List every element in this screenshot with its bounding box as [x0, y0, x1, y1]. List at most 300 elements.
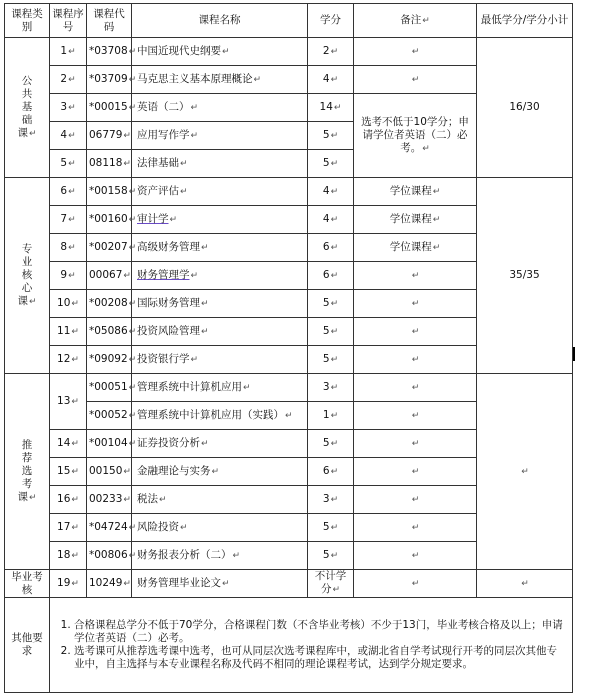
paragraph-mark: ↵	[330, 298, 339, 309]
course-name	[132, 178, 308, 206]
course-name	[132, 514, 308, 542]
course-code	[87, 122, 132, 150]
remark-cell	[354, 542, 477, 570]
remark-public	[354, 94, 477, 178]
course-code-text: *00158	[89, 184, 128, 197]
course-code-text: *04724	[89, 520, 128, 533]
paragraph-mark: ↵	[128, 438, 137, 449]
paragraph-mark: ↵	[128, 410, 137, 421]
course-name	[132, 38, 308, 66]
category-core: 专 业 核 心 课↵	[5, 178, 50, 374]
course-seq-text: 19	[57, 576, 71, 589]
course-code-text: *00160	[89, 212, 128, 225]
paragraph-mark: ↵	[330, 130, 339, 141]
paragraph-mark: ↵	[71, 298, 79, 309]
min-credits-public	[477, 38, 573, 178]
course-code	[87, 150, 132, 178]
course-code-text: *03709	[89, 72, 128, 85]
paragraph-mark: ↵	[411, 298, 420, 309]
paragraph-mark: ↵	[330, 522, 339, 533]
category-graduation	[5, 570, 50, 598]
paragraph-mark: ↵	[232, 550, 241, 561]
text-cursor	[573, 347, 575, 361]
course-seq	[50, 290, 87, 318]
paragraph-mark: ↵	[253, 74, 262, 85]
remark-cell	[354, 430, 477, 458]
course-code	[87, 570, 132, 598]
course-code-text: *00208	[89, 296, 128, 309]
remark-cell	[354, 374, 477, 402]
paragraph-mark: ↵	[432, 214, 441, 225]
category-public: 公 共 基 础 课↵	[5, 38, 50, 178]
course-seq-text: 15	[57, 464, 71, 477]
table-row	[5, 178, 573, 206]
course-code-text: 08118	[89, 156, 123, 169]
course-credits	[308, 38, 354, 66]
course-credits	[308, 290, 354, 318]
course-seq	[50, 38, 87, 66]
paragraph-mark: ↵	[159, 494, 167, 505]
course-credits	[308, 514, 354, 542]
course-name-text: 法律基础	[137, 156, 179, 169]
course-credits-text: 5	[322, 296, 330, 309]
paragraph-mark: ↵	[190, 102, 199, 113]
paragraph-mark: ↵	[128, 522, 137, 533]
min-credits-core	[477, 178, 573, 374]
remark-cell	[354, 234, 477, 262]
paragraph-mark: ↵	[330, 242, 339, 253]
course-credits-text: 4	[322, 184, 330, 197]
paragraph-mark: ↵	[71, 578, 79, 589]
other-requirements-text	[50, 598, 573, 693]
course-seq-text: 12	[57, 352, 71, 365]
paragraph-mark: ↵	[411, 382, 420, 393]
course-code	[87, 374, 137, 402]
course-seq	[50, 66, 87, 94]
course-code-text: 10249	[89, 576, 123, 589]
paragraph-mark: ↵	[128, 102, 137, 113]
course-seq	[50, 122, 87, 150]
course-code-text: *00015	[89, 100, 128, 113]
course-seq-text: 6	[60, 184, 68, 197]
course-seq-text: 14	[57, 436, 71, 449]
paragraph-mark: ↵	[333, 102, 342, 113]
course-code	[87, 430, 137, 458]
course-seq	[50, 430, 87, 458]
paragraph-mark: ↵	[123, 158, 131, 169]
category-elective: 推 荐 选 考 课↵	[5, 374, 50, 570]
course-seq-text: 17	[57, 520, 71, 533]
paragraph-mark: ↵	[128, 74, 137, 85]
course-credits	[308, 122, 354, 150]
course-seq	[50, 94, 87, 122]
remark-cell	[354, 290, 477, 318]
course-name	[132, 458, 308, 486]
course-name-text: 英语（二）	[137, 100, 190, 113]
paragraph-mark: ↵	[123, 578, 131, 589]
course-name	[132, 290, 308, 318]
course-code-text: *00104	[89, 436, 128, 449]
course-code	[87, 178, 137, 206]
remark-public-text: 选考不低于10学分；申请学位者英语（二）必考。	[361, 115, 469, 154]
course-credits-text: 5	[322, 352, 330, 365]
course-credits	[308, 178, 354, 206]
paragraph-mark: ↵	[190, 130, 199, 141]
course-code	[87, 234, 137, 262]
paragraph-mark: ↵	[521, 578, 529, 589]
course-code	[87, 262, 132, 290]
paragraph-mark: ↵	[411, 354, 420, 365]
course-name	[132, 346, 308, 374]
course-name	[132, 318, 308, 346]
header-credits: 学分	[308, 4, 354, 38]
course-name-text: 投资银行学	[137, 352, 190, 365]
course-credits-text: 2	[322, 44, 330, 57]
remark-cell-text: 学位课程	[389, 184, 432, 197]
course-name	[132, 262, 308, 290]
paragraph-mark: ↵	[330, 438, 339, 449]
course-name-text: 国际财务管理	[137, 296, 200, 309]
paragraph-mark: ↵	[71, 354, 79, 365]
paragraph-mark: ↵	[330, 494, 339, 505]
remark-cell	[354, 458, 477, 486]
course-name-text: 管理系统中计算机应用	[137, 380, 242, 393]
remark-cell	[354, 514, 477, 542]
paragraph-mark: ↵	[128, 214, 137, 225]
course-credits-text: 5	[322, 156, 330, 169]
paragraph-mark: ↵	[71, 326, 79, 337]
course-code	[87, 346, 137, 374]
course-code	[87, 66, 137, 94]
table-row	[5, 374, 573, 402]
paragraph-mark: ↵	[330, 214, 339, 225]
paragraph-mark: ↵	[128, 382, 137, 393]
header-min-credits: 最低学分/学分小计	[477, 4, 573, 38]
course-credits-text: 不计学分	[314, 570, 347, 595]
course-seq-text: 2	[60, 72, 68, 85]
course-code-text: 06779	[89, 128, 123, 141]
remark-cell	[354, 178, 477, 206]
paragraph-mark: ↵	[128, 186, 137, 197]
course-name-text: 马克思主义基本原理概论	[137, 72, 253, 85]
paragraph-mark: ↵	[411, 438, 420, 449]
course-seq	[50, 346, 87, 374]
paragraph-mark: ↵	[222, 46, 230, 57]
paragraph-mark: ↵	[422, 143, 430, 154]
course-name-text: 税法	[137, 492, 158, 505]
course-name	[132, 66, 308, 94]
paragraph-mark: ↵	[190, 354, 199, 365]
course-code	[87, 290, 137, 318]
course-name	[132, 150, 308, 178]
course-seq-text: 16	[57, 492, 71, 505]
course-credits-text: 5	[322, 128, 330, 141]
paragraph-mark: ↵	[123, 270, 131, 281]
paragraph-mark: ↵	[201, 298, 209, 309]
min-credits-graduation	[477, 570, 573, 598]
course-seq-text: 18	[57, 548, 71, 561]
paragraph-mark: ↵	[68, 102, 76, 113]
course-credits	[308, 66, 354, 94]
paragraph-mark: ↵	[128, 298, 137, 309]
paragraph-mark: ↵	[201, 242, 209, 253]
course-code-text: *00052	[89, 408, 128, 421]
remark-cell	[354, 570, 477, 598]
requirement-item: 1. 合格课程总学分不低于70学分，合格课程门数（不含毕业考核）不少于13门，毕业考核合格及以上；申请学位者英语（二）必考。	[74, 619, 566, 645]
paragraph-mark: ↵	[222, 578, 230, 589]
paragraph-mark: ↵	[128, 46, 137, 57]
course-seq	[50, 262, 87, 290]
paragraph-mark: ↵	[68, 186, 76, 197]
paragraph-mark: ↵	[330, 74, 339, 85]
paragraph-mark: ↵	[411, 466, 420, 477]
course-code	[87, 402, 137, 430]
remark-cell	[354, 402, 477, 430]
category-graduation-text: 毕业考核	[11, 570, 43, 596]
paragraph-mark: ↵	[180, 186, 188, 197]
curriculum-table	[4, 3, 573, 693]
min-credits-public-text: 16/30	[509, 101, 540, 113]
course-name-text: 管理系统中计算机应用（实践）	[137, 408, 284, 421]
course-credits-text: 6	[322, 268, 330, 281]
course-credits-text: 14	[319, 100, 333, 113]
paragraph-mark: ↵	[330, 186, 339, 197]
course-credits	[308, 458, 354, 486]
course-seq	[50, 178, 87, 206]
paragraph-mark: ↵	[71, 494, 79, 505]
course-seq	[50, 206, 87, 234]
remark-cell-text: 学位课程	[389, 240, 432, 253]
paragraph-mark: ↵	[411, 410, 420, 421]
other-requirements-label: 其他要求	[5, 598, 50, 693]
paragraph-mark: ↵	[521, 466, 529, 477]
header-remark: 备注↵	[354, 4, 477, 38]
paragraph-mark: ↵	[180, 158, 188, 169]
course-credits-text: 6	[322, 464, 330, 477]
course-name	[132, 374, 308, 402]
paragraph-mark: ↵	[128, 242, 137, 253]
course-credits	[308, 234, 354, 262]
paragraph-mark: ↵	[190, 270, 199, 281]
course-name-text: 审计学	[137, 212, 169, 225]
paragraph-mark: ↵	[71, 550, 79, 561]
course-name	[132, 542, 308, 570]
course-code-text: 00067	[89, 268, 123, 281]
paragraph-mark: ↵	[330, 326, 339, 337]
paragraph-mark: ↵	[411, 494, 420, 505]
course-code	[87, 94, 137, 122]
course-code	[87, 542, 137, 570]
course-name-text: 金融理论与实务	[137, 464, 211, 477]
paragraph-mark: ↵	[330, 466, 339, 477]
course-name-text: 中国近现代史纲要	[137, 44, 221, 57]
course-credits-text: 5	[322, 548, 330, 561]
paragraph-mark: ↵	[68, 46, 76, 57]
course-seq	[50, 150, 87, 178]
course-name-text: 高级财务管理	[137, 240, 200, 253]
paragraph-mark: ↵	[68, 74, 76, 85]
course-seq-text: 5	[60, 156, 68, 169]
paragraph-mark: ↵	[411, 522, 420, 533]
course-seq-text: 9	[60, 268, 68, 281]
course-name	[132, 234, 308, 262]
course-code-text: *09092	[89, 352, 128, 365]
paragraph-mark: ↵	[330, 410, 339, 421]
paragraph-mark: ↵	[68, 158, 76, 169]
table-row	[5, 570, 573, 598]
paragraph-mark: ↵	[432, 186, 441, 197]
course-credits	[308, 206, 354, 234]
course-name	[132, 206, 308, 234]
course-credits-text: 6	[322, 240, 330, 253]
course-name	[132, 430, 308, 458]
paragraph-mark: ↵	[123, 494, 131, 505]
remark-cell	[354, 318, 477, 346]
course-credits-text: 5	[322, 324, 330, 337]
course-name	[132, 402, 308, 430]
course-name-text: 投资风险管理	[137, 324, 200, 337]
course-code	[87, 318, 137, 346]
paragraph-mark: ↵	[201, 326, 209, 337]
paragraph-mark: ↵	[201, 438, 209, 449]
course-seq-text: 13	[57, 394, 71, 407]
course-seq	[50, 514, 87, 542]
course-credits-text: 5	[322, 520, 330, 533]
course-name-text: 资产评估	[137, 184, 179, 197]
remark-cell-text: 学位课程	[389, 212, 432, 225]
paragraph-mark: ↵	[128, 354, 137, 365]
paragraph-mark: ↵	[68, 130, 76, 141]
course-name	[132, 94, 308, 122]
header-code: 课程代码	[87, 4, 132, 38]
course-credits	[308, 402, 354, 430]
min-credits-elective	[477, 374, 573, 570]
other-requirements-row	[5, 598, 573, 693]
paragraph-mark: ↵	[411, 270, 420, 281]
paragraph-mark: ↵	[330, 382, 339, 393]
paragraph-mark: ↵	[180, 522, 188, 533]
header-category: 课程类别	[5, 4, 50, 38]
course-credits	[308, 318, 354, 346]
paragraph-mark: ↵	[330, 354, 339, 365]
paragraph-mark: ↵	[411, 74, 420, 85]
paragraph-mark: ↵	[411, 326, 420, 337]
course-code-text: *05086	[89, 324, 128, 337]
paragraph-mark: ↵	[411, 550, 420, 561]
course-seq-text: 11	[57, 324, 71, 337]
course-name	[132, 486, 308, 514]
course-name-text: 财务报表分析（二）	[137, 548, 232, 561]
course-credits	[308, 150, 354, 178]
course-name-text: 财务管理学	[137, 268, 190, 281]
course-credits-text: 3	[322, 380, 330, 393]
course-credits	[308, 486, 354, 514]
course-credits-text: 3	[322, 492, 330, 505]
course-credits-text: 4	[322, 212, 330, 225]
paragraph-mark: ↵	[71, 466, 79, 477]
course-seq	[50, 542, 87, 570]
course-seq-text: 4	[60, 128, 68, 141]
course-code-text: 00233	[89, 492, 123, 505]
remark-cell	[354, 346, 477, 374]
remark-cell	[354, 486, 477, 514]
min-credits-core-text: 35/35	[509, 269, 540, 281]
paragraph-mark: ↵	[243, 382, 251, 393]
course-code	[87, 514, 137, 542]
course-code	[87, 486, 132, 514]
course-code-text: *03708	[89, 44, 128, 57]
course-code	[87, 38, 137, 66]
course-code-text: *00051	[89, 380, 128, 393]
paragraph-mark: ↵	[411, 578, 420, 589]
course-seq	[50, 486, 87, 514]
paragraph-mark: ↵	[285, 410, 293, 421]
course-seq	[50, 374, 87, 430]
course-credits-text: 1	[322, 408, 330, 421]
course-name	[132, 570, 308, 598]
course-credits	[308, 570, 354, 598]
course-name-text: 证券投资分析	[137, 436, 200, 449]
paragraph-mark: ↵	[68, 214, 76, 225]
course-seq	[50, 570, 87, 598]
course-code-text: 00150	[89, 464, 123, 477]
course-credits-text: 5	[322, 436, 330, 449]
course-seq-text: 3	[60, 100, 68, 113]
course-name-text: 应用写作学	[137, 128, 190, 141]
remark-cell	[354, 38, 477, 66]
course-code	[87, 206, 137, 234]
course-name-text: 财务管理毕业论文	[137, 576, 221, 589]
paragraph-mark: ↵	[128, 550, 137, 561]
course-code-text: *00207	[89, 240, 128, 253]
course-credits	[308, 262, 354, 290]
paragraph-mark: ↵	[71, 396, 79, 407]
paragraph-mark: ↵	[411, 46, 420, 57]
paragraph-mark: ↵	[123, 466, 131, 477]
course-code	[87, 458, 132, 486]
paragraph-mark: ↵	[330, 270, 339, 281]
course-credits	[308, 542, 354, 570]
table-row	[5, 38, 573, 66]
remark-cell	[354, 66, 477, 94]
course-credits-text: 4	[322, 72, 330, 85]
course-credits	[308, 430, 354, 458]
requirement-item: 2. 选考课可从推荐选考课中选考，也可从同层次选考课程库中，或湖北省自学考试现行开考的同层次其他专业中，自主选择与本专业课程名称及代码不相同的理论课程考试，达到学分规定要求。	[74, 645, 566, 671]
course-seq-text: 8	[60, 240, 68, 253]
course-credits	[308, 374, 354, 402]
paragraph-mark: ↵	[71, 522, 79, 533]
course-seq	[50, 458, 87, 486]
paragraph-mark: ↵	[330, 550, 339, 561]
course-seq-text: 10	[57, 296, 71, 309]
paragraph-mark: ↵	[128, 326, 137, 337]
paragraph-mark: ↵	[169, 214, 178, 225]
paragraph-mark: ↵	[68, 242, 76, 253]
paragraph-mark: ↵	[432, 242, 441, 253]
course-credits	[308, 346, 354, 374]
course-name-text: 风险投资	[137, 520, 179, 533]
paragraph-mark: ↵	[332, 585, 341, 595]
header-name: 课程名称	[132, 4, 308, 38]
course-name	[132, 122, 308, 150]
paragraph-mark: ↵	[330, 158, 339, 169]
course-seq	[50, 318, 87, 346]
paragraph-mark: ↵	[330, 46, 339, 57]
paragraph-mark: ↵	[68, 270, 76, 281]
course-seq	[50, 234, 87, 262]
paragraph-mark: ↵	[123, 130, 131, 141]
remark-cell	[354, 206, 477, 234]
